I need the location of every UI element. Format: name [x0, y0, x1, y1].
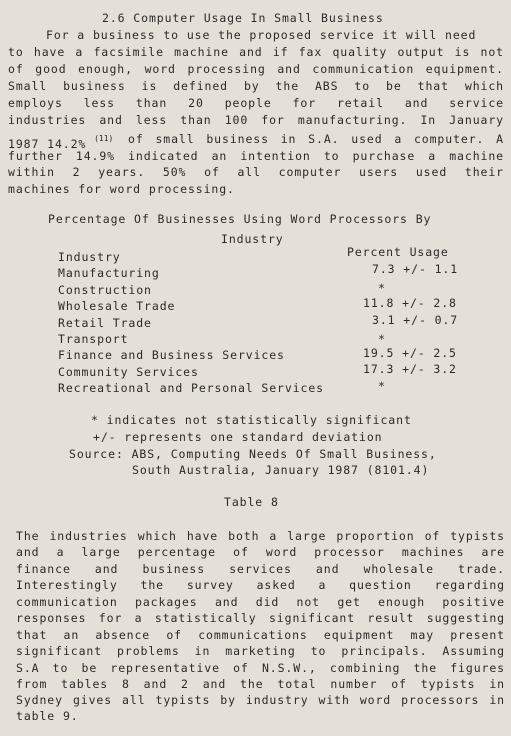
table-row-usage: * — [378, 379, 386, 393]
table-row-usage: 17.3 +/- 3.2 — [363, 362, 457, 376]
para2-line-3: finance and business services and wholesale trade. — [16, 562, 505, 576]
table-row-usage: 11.8 +/- 2.8 — [363, 296, 457, 310]
table-row-usage: 7.3 +/- 1.1 — [372, 262, 459, 276]
para2-line-9: S.A to be representative of N.S.W., combining the figures — [16, 661, 505, 675]
section-heading: 2.6 Computer Usage In Small Business — [102, 11, 384, 25]
para2-line-6: responses for a statistically significant result suggesting — [16, 611, 505, 625]
para1-line-5: employs less than 20 people for retail and service — [8, 96, 504, 110]
para2-line-8: significant problems in marketing to principals. Assuming — [16, 644, 505, 658]
para1-line-8: further 14.9% indicated an intention to purchase a machine — [8, 149, 504, 163]
table-row-industry: Finance and Business Services — [58, 348, 285, 362]
para1-line-2: to have a facsimile machine and if fax quality output is not — [8, 45, 504, 59]
table-note-deviation: +/- represents one standard deviation — [93, 430, 383, 444]
para1-line-4: Small business is defined by the ABS to be that which — [8, 79, 504, 93]
para1-line-9: within 2 years. 50% of all computer users used their — [8, 165, 504, 179]
table-row-industry: Construction — [58, 283, 152, 297]
table-caption: Table 8 — [224, 495, 279, 509]
table-title-line-2: Industry — [221, 232, 284, 246]
table-row-industry: Manufacturing — [58, 266, 160, 280]
column-header-percent: Percent Usage — [347, 245, 449, 259]
table-row-industry: Retail Trade — [58, 316, 152, 330]
table-row-usage: 19.5 +/- 2.5 — [363, 346, 457, 360]
table-row-industry: Wholesale Trade — [58, 299, 176, 313]
para1-line-3: of good enough, word processing and communication equipment. — [8, 62, 504, 76]
para1-line-10: machines for word processing. — [8, 182, 235, 196]
table-row-industry: Recreational and Personal Services — [58, 381, 325, 395]
para2-line-2: and a large percentage of word processor machines are — [16, 545, 505, 559]
table-row-usage: 3.1 +/- 0.7 — [372, 313, 459, 327]
table-row-industry: Community Services — [58, 365, 199, 379]
para1-line-7-start: 1987 14.2% — [8, 137, 95, 151]
para2-line-12: table 9. — [16, 709, 79, 723]
table-note-significance: * indicates not statistically significant — [91, 413, 412, 427]
table-row-usage: * — [378, 281, 386, 295]
table-title-line-1: Percentage Of Businesses Using Word Processors By — [48, 212, 432, 226]
table-source-line-1: Source: ABS, Computing Needs Of Small Business, — [69, 447, 437, 461]
para2-line-7: that an absence of communications equipment may present — [16, 628, 505, 642]
para1-line-1: For a business to use the proposed service it will need — [46, 28, 477, 42]
para2-line-1: The industries which have both a large proportion of typists — [16, 529, 505, 543]
column-header-industry: Industry — [58, 250, 121, 264]
table-source-line-2: South Australia, January 1987 (8101.4) — [132, 463, 430, 477]
para2-line-4: Interestingly the survey asked a question regarding — [16, 578, 505, 592]
para1-line-7b: of small business in S.A. used a computer. A — [128, 132, 504, 146]
para2-line-11: Sydney gives all typists by industry with word processors in — [16, 693, 505, 707]
para2-line-10: from tables 8 and 2 and the total number of typists in — [16, 677, 505, 691]
table-row-industry: Transport — [58, 332, 129, 346]
footnote-ref: (11) — [94, 134, 114, 143]
para2-line-5: communication packages and did not get enough positive — [16, 595, 505, 609]
table-row-usage: * — [378, 332, 386, 346]
para1-line-6: industries and less than 100 for manufacturing. In January — [8, 113, 504, 127]
